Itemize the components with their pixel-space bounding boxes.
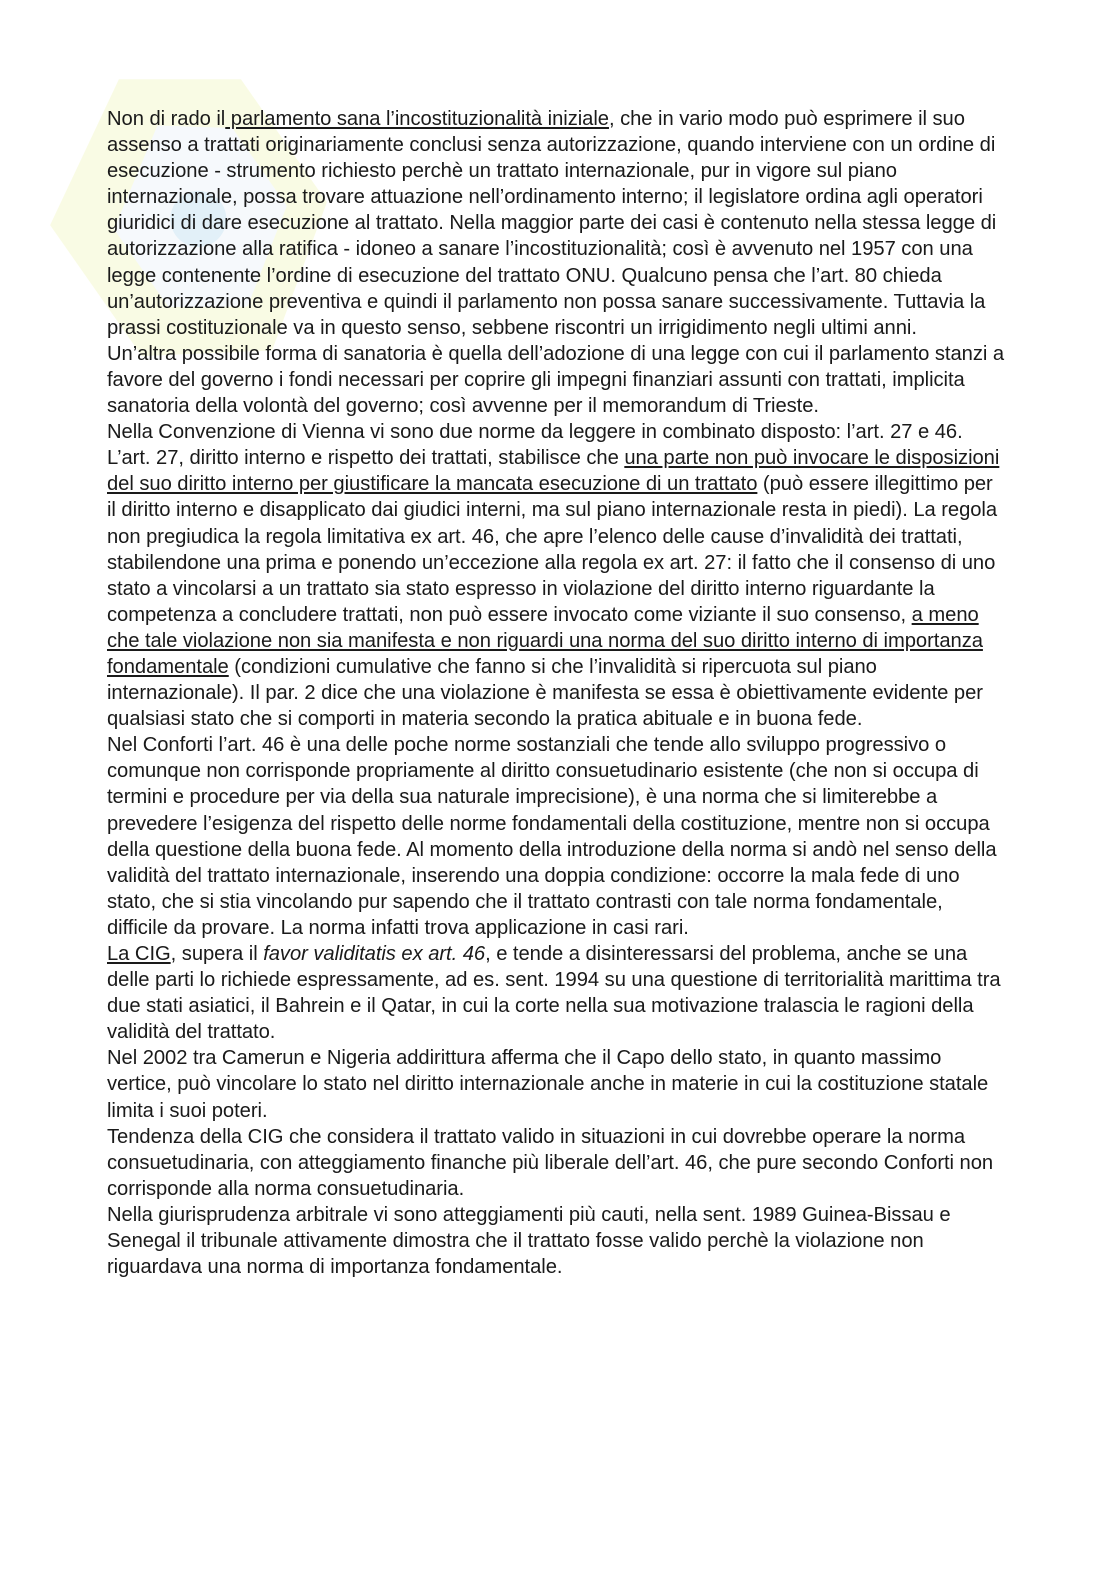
paragraph-6: La CIG, supera il favor validitatis ex art. 46, e tende a disinteressarsi del problema, anche se una delle parti lo richiede espressamente, ad es. sent. 1994 su una questione di territorialità marittima tra due stati asiatici, il Bahrein e il Qatar, in cui la corte nella sua motivazione tralascia le ragioni della validità del trattato. <box>107 943 1001 1044</box>
underlined-phrase: una parte non può invocare le disposizioni del suo diritto interno per giustificare la mancata esecuzione di un trattato <box>107 447 1000 496</box>
underlined-phrase: parlamento sana l’incostituzionalità iniziale <box>225 108 609 130</box>
paragraph-5: Nel Conforti l’art. 46 è una delle poche norme sostanziali che tende allo sviluppo progressivo o comunque non corrisponde propriamente al diritto consuetudinario esistente (che non si occupa di termini e procedure per via della sua naturale imprecisione), è una norma che si limiterebbe a prevedere l’esigenza del rispetto delle norme fondamentali della costituzione, mentre non si occupa della questione della buona fede. Al momento della introduzione della norma si andò nel senso della validità del trattato internazionale, inserendo una doppia condizione: occorre la mala fede di uno stato, che si stia vincolando pur sapendo che il trattato contrasti con tale norma fondamentale, difficile da provare. La norma infatti trova applicazione in casi rari. <box>107 734 997 939</box>
italic-phrase: favor validitatis ex art. 46 <box>263 943 486 965</box>
underlined-phrase: a meno che tale violazione non sia manifesta e non riguardi una norma del suo diritto interno di importanza fondamentale <box>107 603 983 678</box>
document-body <box>107 106 1007 1280</box>
paragraph-9: Nella giurisprudenza arbitrale vi sono atteggiamenti più cauti, nella sent. 1989 Guinea-Bissau e Senegal il tribunale attivamente dimostra che il trattato fosse valido perchè la violazione non riguardava una norma di importanza fondamentale. <box>107 1203 951 1279</box>
paragraph-4: L’art. 27, diritto interno e rispetto dei trattati, stabilisce che una parte non può invocare le disposizioni del suo diritto interno per giustificare la mancata esecuzione di un trattato (può essere illegittimo per il diritto interno e disapplicato dai giudici interni, ma sul piano internazionale resta in piedi). La regola non pregiudica la regola limitativa ex art. 46, che apre l’elenco delle cause d’invalidità dei trattati, stabilendone una prima e ponendo un’eccezione alla regola ex art. 27: il fatto che il consenso di uno stato a vincolarsi a un trattato sia stato espresso in violazione del diritto interno riguardante la competenza a concludere trattati, non può essere invocato come viziante il suo consenso, a meno che tale violazione non sia manifesta e non riguardi una norma del suo diritto interno di importanza fondamentale (condizioni cumulative che fanno si che l’invalidità si ripercuota sul piano internazionale). Il par. 2 dice che una violazione è manifesta se essa è obiettivamente evidente per qualsiasi stato che si comporti in materia secondo la pratica abituale e in buona fede. <box>107 447 1000 731</box>
paragraph-2: Un’altra possibile forma di sanatoria è quella dell’adozione di una legge con cui il parlamento stanzi a favore del governo i fondi necessari per coprire gli impegni finanziari assunti con trattati, implicita sanatoria della volontà del governo; così avvenne per il memorandum di Trieste. <box>107 342 1005 418</box>
paragraph-8: Tendenza della CIG che considera il trattato valido in situazioni in cui dovrebbe operare la norma consuetudinaria, con atteggiamento finanche più liberale dell’art. 46, che pure secondo Conforti non corrisponde alla norma consuetudinaria. <box>107 1125 994 1200</box>
underlined-phrase: La CIG <box>107 943 171 965</box>
paragraph-7: Nel 2002 tra Camerun e Nigeria addirittura afferma che il Capo dello stato, in quanto massimo vertice, può vincolare lo stato nel diritto internazionale anche in materie in cui la costituzione statale limita i suoi poteri. <box>107 1047 989 1122</box>
paragraph-3: Nella Convenzione di Vienna vi sono due norme da leggere in combinato disposto: l’art. 27 e 46. <box>107 421 963 444</box>
paragraph-1: Non di rado il parlamento sana l’incostituzionalità iniziale, che in vario modo può esprimere il suo assenso a trattati originariamente conclusi senza autorizzazione, quando interviene con un ordine di esecuzione - strumento richiesto perchè un trattato internazionale, pur in vigore sul piano internazionale, possa trovare attuazione nell’ordinamento interno; il legislatore ordina agli operatori giuridici di dare esecuzione al trattato. Nella maggior parte dei casi è contenuto nella stessa legge di autorizzazione alla ratifica - idoneo a sanare l’incostituzionalità; così è avvenuto nel 1957 con una legge contenente l’ordine di esecuzione del trattato ONU. Qualcuno pensa che l’art. 80 chieda un’autorizzazione preventiva e quindi il parlamento non possa sanare successivamente. Tuttavia la prassi costituzionale va in questo senso, sebbene riscontri un irrigidimento negli ultimi anni. <box>107 108 997 339</box>
